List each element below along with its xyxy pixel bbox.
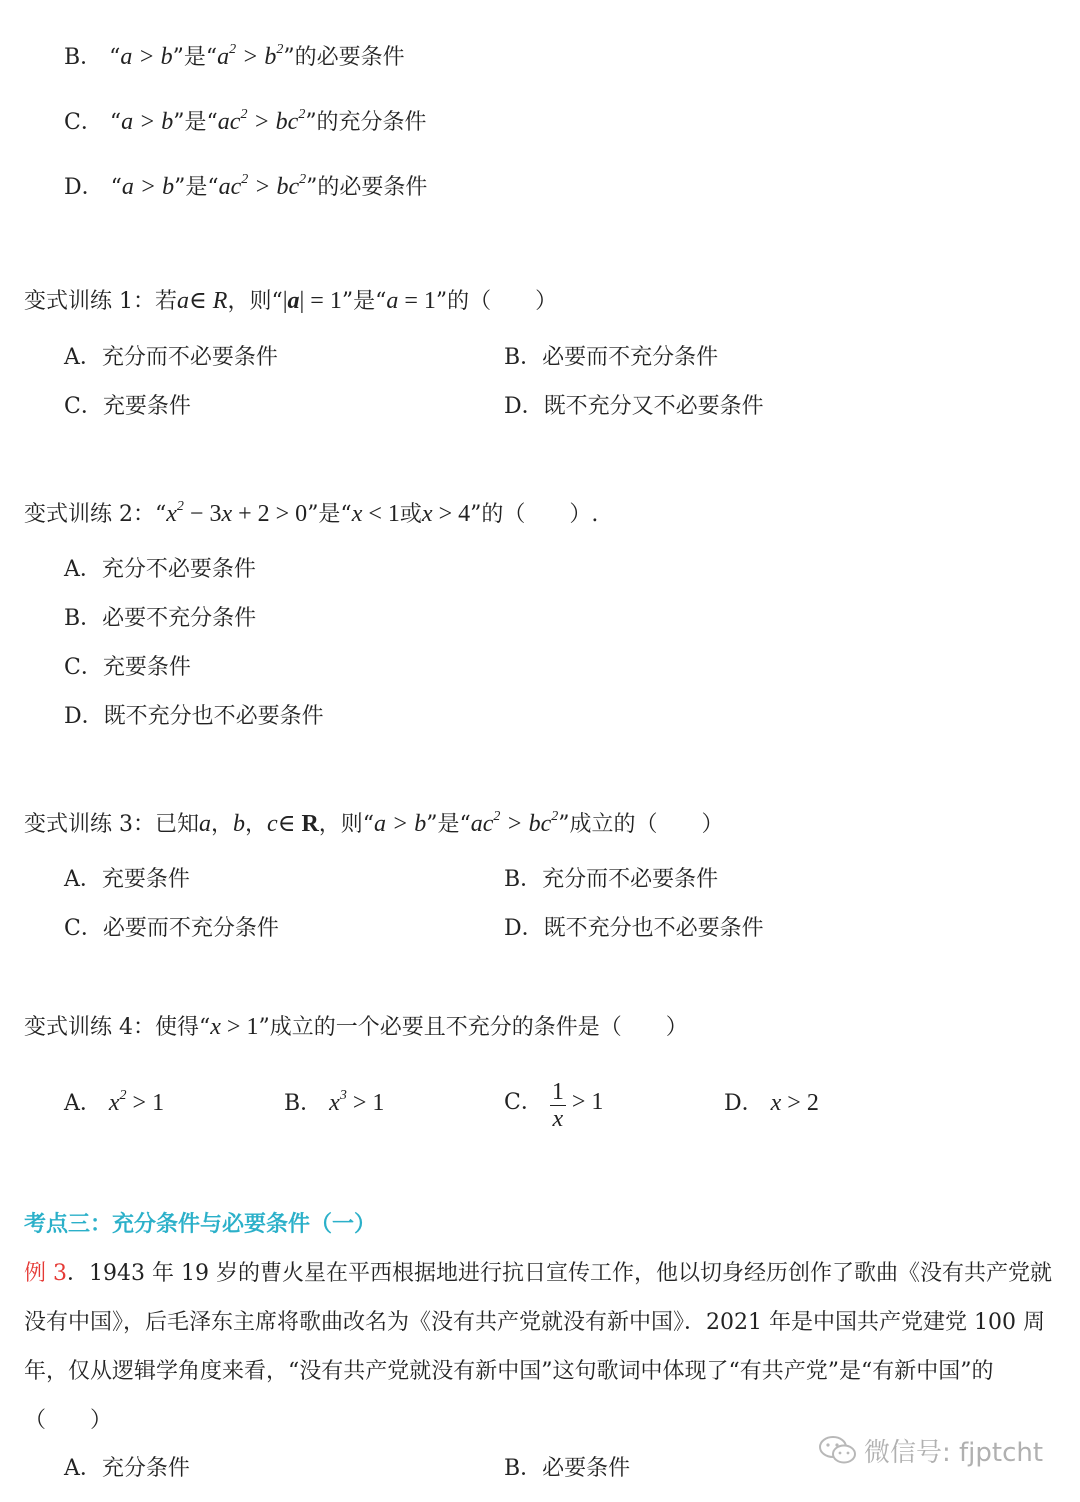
- question-text: ，: [211, 812, 234, 837]
- question-text: ”成立的一个必要且不充分的条件是（ ）: [258, 1015, 688, 1040]
- ex4-option-d: [724, 1088, 819, 1119]
- math: > 4: [432, 501, 471, 527]
- math: a: [177, 288, 189, 314]
- ex2-option-b: B．必要不充分条件: [64, 606, 257, 631]
- math: a > b: [374, 811, 427, 837]
- option-label: D．: [64, 175, 104, 200]
- math: < 1: [362, 501, 400, 527]
- exercise-4-question: [24, 1012, 688, 1043]
- option-c-top: [64, 107, 427, 138]
- math: ∈ R: [277, 811, 319, 837]
- question-text: ，则“: [318, 812, 375, 837]
- math: a > b: [121, 174, 175, 200]
- ex1-option-a: A．充分而不必要条件: [64, 345, 278, 370]
- math: x: [351, 501, 363, 527]
- section-heading: 考点三：充分条件与必要条件（一）: [24, 1211, 377, 1237]
- ex2-option-d: D．既不充分也不必要条件: [64, 704, 324, 729]
- ex1-option-b: B．必要而不充分条件: [504, 345, 719, 370]
- ex3-main-option-b: B．必要条件: [504, 1456, 631, 1481]
- option-label: C．: [504, 1090, 543, 1115]
- math: $ac^2 > bc^2$: [217, 107, 306, 135]
- math: $ac^2 > bc^2$: [218, 172, 307, 200]
- math: > 1: [346, 1090, 385, 1116]
- question-text: ”的（ ）.: [470, 502, 599, 527]
- math: $x^2$: [166, 499, 184, 527]
- watermark: [818, 1432, 1043, 1473]
- ex3-option-b: B．充分而不必要条件: [504, 867, 719, 892]
- math: = 1: [398, 288, 436, 314]
- example-label: 例 3: [24, 1261, 67, 1286]
- quote: “: [110, 175, 122, 200]
- quote: “: [109, 45, 121, 70]
- math: x: [221, 501, 233, 527]
- option-label: D．: [724, 1091, 764, 1116]
- ex4-option-a: [64, 1088, 164, 1119]
- question-text: ，则“: [227, 289, 283, 314]
- math: a: [199, 811, 211, 837]
- math: |a| = 1: [282, 288, 342, 314]
- question-text: 变式训练 3：已知: [24, 812, 199, 837]
- math: $ac^2 > bc^2$: [470, 809, 559, 837]
- math: a: [386, 288, 399, 314]
- option-d-top: [64, 172, 427, 203]
- question-text: 或: [399, 502, 422, 527]
- math: > 1: [565, 1089, 604, 1115]
- example-3-paragraph: [24, 1249, 1054, 1445]
- quote: ”是“: [172, 45, 218, 70]
- question-text: 变式训练 4：使得“: [24, 1015, 211, 1040]
- math: x: [770, 1090, 782, 1116]
- watermark-text: 微信号: fjptcht: [864, 1438, 1044, 1468]
- quote: ”是“: [173, 110, 218, 135]
- option-b-top: [64, 42, 405, 73]
- ex4-option-c: [504, 1072, 603, 1133]
- math: $x^2$: [108, 1088, 127, 1116]
- ex3-option-a: A．充要条件: [64, 867, 190, 892]
- option-text: ”的必要条件: [306, 175, 428, 200]
- option-label: C．: [64, 110, 103, 135]
- wechat-icon: [818, 1434, 858, 1473]
- ex4-option-b: [284, 1088, 384, 1119]
- math: $a^2 > b^2$: [217, 42, 284, 70]
- ex2-option-a: A．充分不必要条件: [64, 557, 256, 582]
- math: ∈: [189, 288, 207, 314]
- math: > 2: [781, 1090, 819, 1116]
- quote: ”是“: [174, 175, 219, 200]
- exercise-1-question: [24, 286, 557, 317]
- math: b: [233, 811, 246, 837]
- ex3-main-option-a: A．充分条件: [64, 1456, 190, 1481]
- ex3-option-c: C．必要而不充分条件: [64, 916, 279, 941]
- math: x: [421, 501, 433, 527]
- question-text: ”成立的（ ）: [558, 812, 724, 837]
- option-text: ”的充分条件: [305, 110, 427, 135]
- exercise-2-question: [24, 499, 598, 530]
- math: a > b: [121, 109, 174, 135]
- ex2-option-c: C．充要条件: [64, 655, 191, 680]
- question-text: 变式训练 1：若: [24, 289, 177, 314]
- quote: “: [109, 110, 122, 135]
- math: > 1: [126, 1090, 165, 1116]
- question-text: ”是“: [341, 289, 387, 314]
- math: x: [210, 1014, 221, 1040]
- example-text: ．1943 年 19 岁的曹火星在平西根据地进行抗日宣传工作，他以切身经历创作了歌曲《没有共产党就没有中国》，后毛泽东主席将歌曲改名为《没有共产党就没有新中国》．2021 年是中国共产党建党 100 周年，仅从逻辑学角度来看，“没有共产党就没有新中国”这句歌词中体现了“有共产党”是“有新中国”的（ ）: [24, 1261, 1052, 1433]
- question-text: ”是“: [307, 502, 352, 527]
- option-label: A．: [64, 1091, 102, 1116]
- math: > 1: [220, 1014, 259, 1040]
- math: c: [267, 811, 278, 837]
- math: R: [206, 288, 228, 314]
- fraction: $\frac{1}{x}$: [551, 1078, 564, 1132]
- option-label: B．: [64, 45, 103, 70]
- exercise-3-question: [24, 809, 724, 840]
- ex3-option-d: D．既不充分也不必要条件: [504, 916, 764, 941]
- math: $x^3$: [329, 1088, 347, 1116]
- option-text: ”的必要条件: [283, 45, 405, 70]
- question-text: ”是“: [426, 812, 471, 837]
- question-text: ”的（ ）: [435, 289, 558, 314]
- math: + 2 > 0: [232, 501, 308, 527]
- question-text: 变式训练 2：“: [24, 502, 167, 527]
- math: a > b: [120, 44, 173, 70]
- option-label: B．: [284, 1091, 323, 1116]
- question-text: ，: [245, 812, 268, 837]
- math: − 3: [183, 501, 222, 527]
- ex1-option-d: D．既不充分又不必要条件: [504, 394, 764, 419]
- ex1-option-c: C．充要条件: [64, 394, 191, 419]
